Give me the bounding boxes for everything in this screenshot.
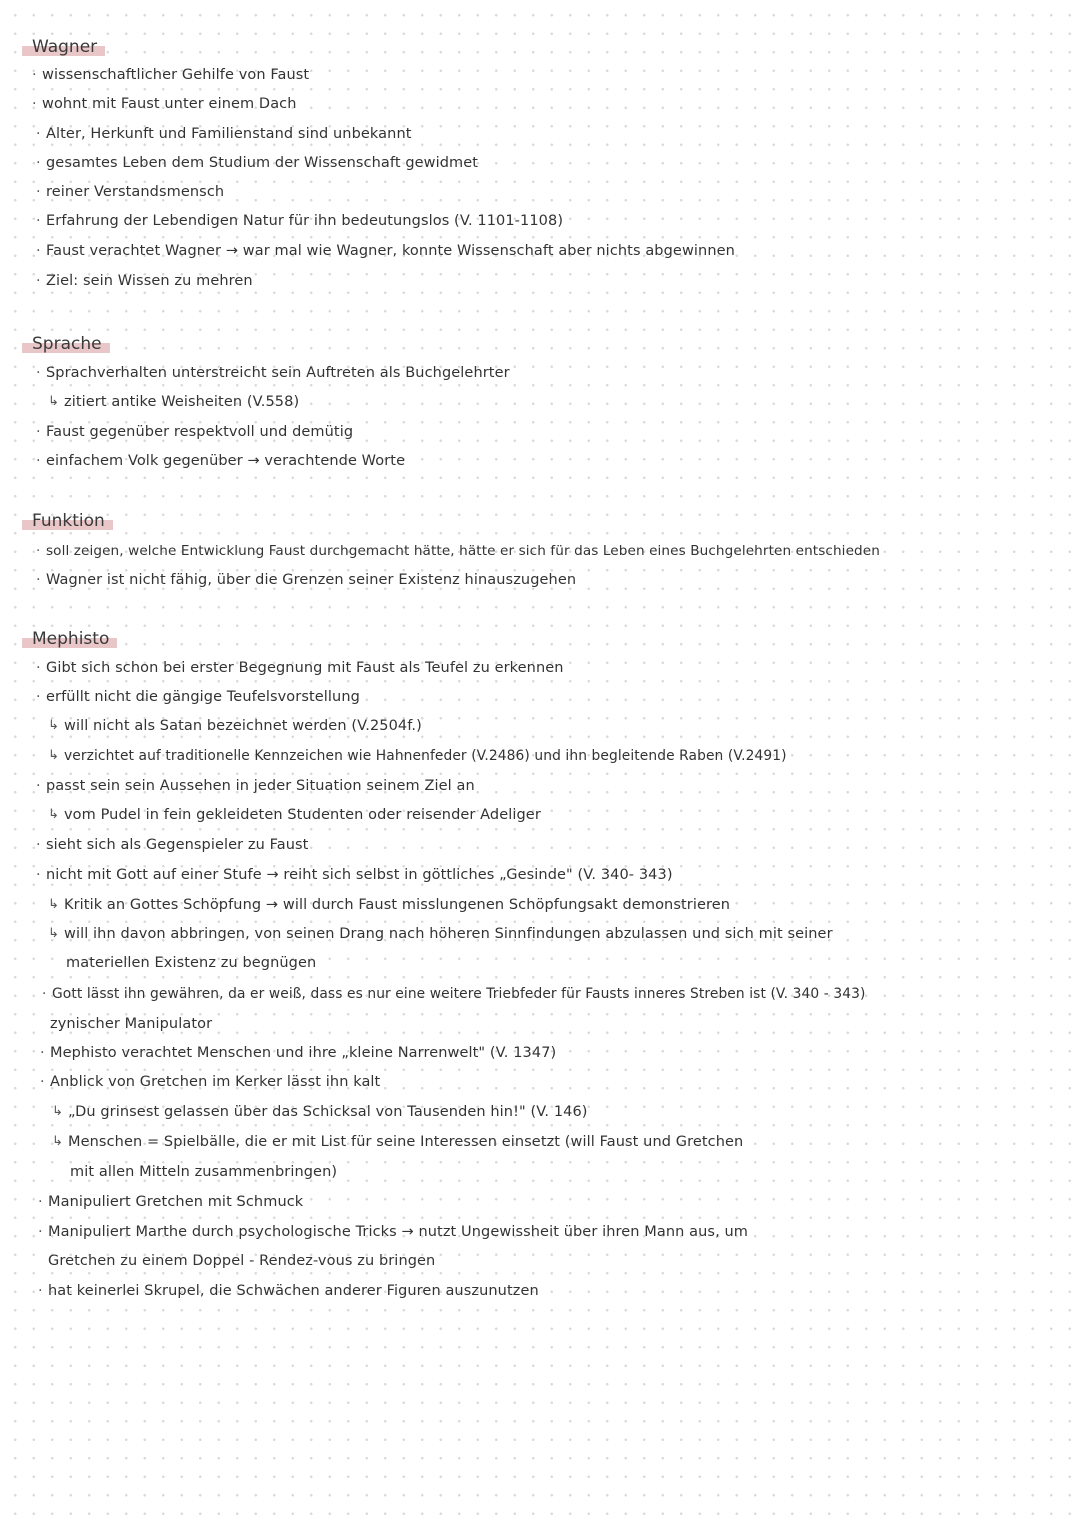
note-line: · Faust verachtet Wagner → war mal wie Wagner, konnte Wissenschaft aber nichts abgewinnen: [46, 240, 735, 262]
note-line: · Faust gegenüber respektvoll und demütig: [46, 421, 353, 443]
note-line: · Gott lässt ihn gewähren, da er weiß, dass es nur eine weitere Triebfeder für Fausts inneres Streben ist (V. 340 - 343): [52, 983, 865, 1005]
note-subline: ↳ will ihn davon abbringen, von seinen Drang nach höheren Sinnfindungen abzulassen und sich mit seiner: [64, 923, 833, 945]
note-line: · Manipuliert Marthe durch psychologische Tricks → nutzt Ungewissheit über ihren Mann aus, um: [48, 1221, 748, 1243]
note-line: · wissenschaftlicher Gehilfe von Faust: [42, 64, 309, 86]
note-line: · Erfahrung der Lebendigen Natur für ihn bedeutungslos (V. 1101-1108): [46, 210, 563, 232]
note-subline: ↳ vom Pudel in fein gekleideten Studenten oder reisender Adeliger: [64, 804, 541, 826]
note-subline: ↳ zitiert antike Weisheiten (V.558): [64, 391, 299, 413]
note-line: · Alter, Herkunft und Familienstand sind unbekannt: [46, 123, 412, 145]
note-subline: ↳ Kritik an Gottes Schöpfung → will durch Faust misslungenen Schöpfungsakt demonstrieren: [64, 894, 730, 916]
note-line: · Wagner ist nicht fähig, über die Grenzen seiner Existenz hinauszugehen: [46, 569, 576, 591]
section-heading: Sprache: [22, 333, 110, 355]
note-line: · Anblick von Gretchen im Kerker lässt ihn kalt: [50, 1071, 380, 1093]
note-line: · soll zeigen, welche Entwicklung Faust durchgemacht hätte, hätte er sich für das Leben eines Buchgelehrten entschieden: [46, 540, 880, 562]
note-line: · wohnt mit Faust unter einem Dach: [42, 93, 297, 115]
note-continuation: Gretchen zu einem Doppel - Rendez-vous zu bringen: [48, 1253, 436, 1269]
note-line: · sieht sich als Gegenspieler zu Faust: [46, 834, 308, 856]
note-line: · nicht mit Gott auf einer Stufe → reiht sich selbst in göttliches „Gesinde" (V. 340- 343): [46, 864, 673, 886]
note-subline: ↳ Menschen = Spielbälle, die er mit List für seine Interessen einsetzt (will Faust und Gretchen: [68, 1131, 743, 1153]
note-line: · einfachem Volk gegenüber → verachtende Worte: [46, 450, 405, 472]
note-subline: ↳ verzichtet auf traditionelle Kennzeichen wie Hahnenfeder (V.2486) und ihn begleitende Raben (V.2491): [64, 745, 787, 767]
note-line: · passt sein sein Aussehen in jeder Situation seinem Ziel an: [46, 775, 475, 797]
note-line: · Ziel: sein Wissen zu mehren: [46, 270, 253, 292]
note-line: · Sprachverhalten unterstreicht sein Auftreten als Buchgelehrter: [46, 362, 510, 384]
note-line: · Gibt sich schon bei erster Begegnung mit Faust als Teufel zu erkennen: [46, 657, 564, 679]
note-continuation: mit allen Mitteln zusammenbringen): [70, 1164, 338, 1180]
section-heading: Funktion: [22, 510, 113, 532]
note-line: · Manipuliert Gretchen mit Schmuck: [48, 1191, 303, 1213]
note-continuation: zynischer Manipulator: [50, 1016, 213, 1032]
note-continuation: materiellen Existenz zu begnügen: [66, 955, 317, 971]
note-subline: ↳ will nicht als Satan bezeichnet werden (V.2504f.): [64, 715, 422, 737]
note-line: · erfüllt nicht die gängige Teufelsvorstellung: [46, 686, 360, 708]
note-line: · Mephisto verachtet Menschen und ihre „kleine Narrenwelt" (V. 1347): [50, 1042, 556, 1064]
note-subline: ↳ „Du grinsest gelassen über das Schicksal von Tausenden hin!" (V. 146): [68, 1101, 588, 1123]
note-line: · gesamtes Leben dem Studium der Wissenschaft gewidmet: [46, 152, 478, 174]
note-line: · hat keinerlei Skrupel, die Schwächen anderer Figuren auszunutzen: [48, 1280, 539, 1302]
section-heading: Wagner: [22, 36, 105, 58]
note-line: · reiner Verstandsmensch: [46, 181, 224, 203]
section-heading: Mephisto: [22, 628, 117, 650]
